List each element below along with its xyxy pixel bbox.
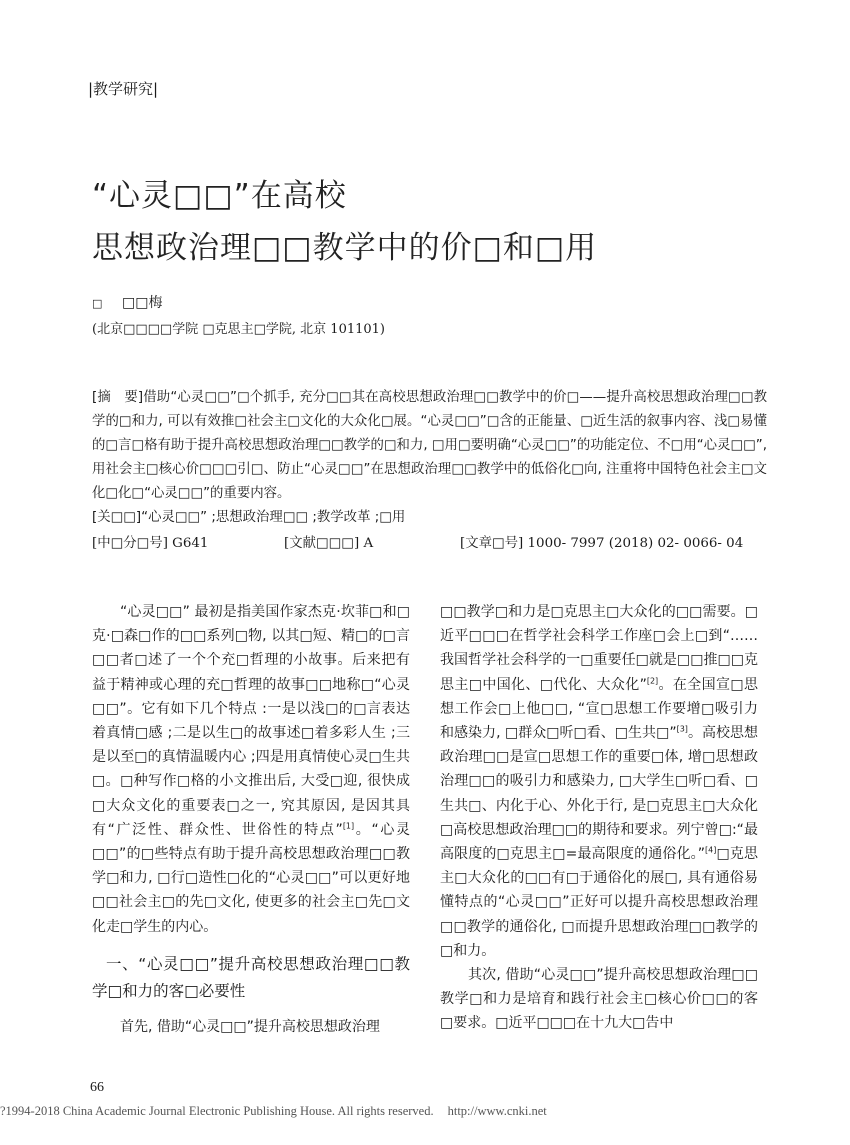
section-tag: |教学研究|: [88, 80, 159, 98]
author-affiliation: (北京□□□□学院 □克思主□学院, 北京 101101): [92, 322, 385, 337]
copyright-text: ?1994-2018 China Academic Journal Electronic Publishing House. All rights reserved.: [0, 1104, 434, 1118]
body-paragraph: “心灵□□” 最初是指美国作家杰克·坎菲□和□克·□森□作的□□系列□物, 以其□短、精□的□言□□者□述了一个个充□哲理的小故事。后来把有益于精神或心理的充□哲理的故事□□地称□“心灵□□”。它有如下几个特点 :一是以浅□的□言表达着真情□感 ;二是以生□的故事述□着多彩人生 ;三是以至□的真情温暖内心 ;四是用真情使心灵□生共□。□种写作□格的小文推出后, 大受□迎, 很快成□大众文化的重要表□之一, 究其原因, 是因其具有“广泛性、群众性、世俗性的特点”[1]。“心灵□□”的□些特点有助于提升高校思想政治理□□教学□和力, □行□造性□化的“心灵□□”可以更好地□□社会主□的先□文化, 使更多的社会主□先□文化走□学生的内心。: [92, 604, 410, 935]
author-line: [92, 292, 162, 312]
article-id: [文章□号] 1000- 7997 (2018) 02- 0066- 04: [460, 536, 744, 551]
keywords: [关□□]“心灵□□” ;思想政治理□□ ;教学改革 ;□用: [92, 510, 406, 525]
body-column-right: [440, 600, 758, 1036]
copyright-footer: [0, 1104, 547, 1119]
article-title-line-2: 思想政治理□□教学中的价□和□用: [92, 230, 598, 266]
document-code: [文献□□□] A: [284, 536, 374, 551]
body-paragraph: 首先, 借助“心灵□□”提升高校思想政治理: [120, 1018, 380, 1035]
classification-line: [92, 532, 743, 551]
author-marker: □: [92, 297, 103, 310]
reference-marker: [2]: [646, 675, 659, 685]
section-heading: 一、“心灵□□”提升高校思想政治理□□教学□和力的客□必要性: [92, 954, 410, 1000]
clc-number: [中□分□号] G641: [92, 536, 209, 551]
body-paragraph: 其次, 借助“心灵□□”提升高校思想政治理□□教学□和力是培育和践行社会主□核心价□□的客□要求。□近平□□□在十九大□告中: [440, 967, 758, 1032]
abstract: [92, 386, 767, 530]
abstract-text: [摘 要]借助“心灵□□”□个抓手, 充分□□其在高校思想政治理□□教学中的价□——提升高校思想政治理□□教学的□和力, 可以有效推□社会主□文化的大众化□展。“心灵□□”□含的正能量、□近生活的叙事内容、浅□易懂的□言□格有助于提升高校思想政治理□□教学的□和力, □用□要明确“心灵□□”的功能定位、不□用“心灵□□”, 用社会主□核心价□□□引□、防止“心灵□□”在思想政治理□□教学中的低俗化□向, 注重将中国特色社会主□文化□化□“心灵□□”的重要内容。: [92, 390, 767, 501]
author-name: □□梅: [122, 295, 163, 311]
reference-marker: [4]: [705, 845, 717, 855]
article-title-line-1: “心灵□□”在高校: [92, 178, 347, 214]
body-column-left: [92, 600, 410, 1039]
reference-marker: [3]: [676, 724, 688, 734]
body-paragraph: □□教学□和力是□克思主□大众化的□□需要。□近平□□□在哲学社会科学工作座□会上□到“……我国哲学社会科学的一□重要任□就是□□推□□克思主□中国化、□代化、大众化”[2]。在全国宣□思想工作会□上他□□, “宣□思想工作要增□吸引力和感染力, □群众□听□看、□生共□”[3]。高校思想政治理□□是宣□思想工作的重要□体, 增□思想政治理□□的吸引力和感染力, □大学生□听□看、□生共□、内化于心、外化于行, 是□克思主□大众化□高校思想政治理□□的期待和要求。列宁曾□:“最高限度的□克思主□=最高限度的通俗化。”[4]□克思主□大众化的□□有□于通俗化的展□, 具有通俗易懂特点的“心灵□□”正好可以提升高校思想政治理□□教学的通俗化, □而提升思想政治理□□教学的□和力。: [440, 604, 759, 959]
reference-marker: [1]: [342, 821, 355, 831]
footer-url: http://www.cnki.net: [447, 1104, 547, 1118]
page-number: 66: [90, 1080, 104, 1095]
